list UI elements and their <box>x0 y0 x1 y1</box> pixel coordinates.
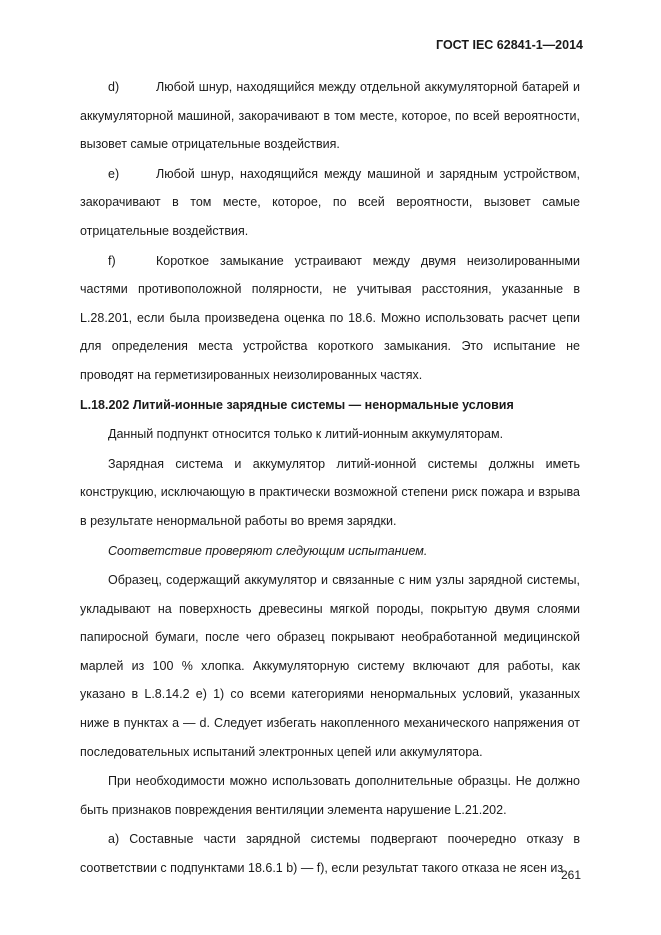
paragraph-requirement: Зарядная система и аккумулятор литий-ионной системы должны иметь конструкцию, исключающую в практически возможной степени риск пожара и взрыва в результате ненормальной работы во время зарядки. <box>80 456 580 528</box>
paragraph-scope: Данный подпункт относится только к литий-ионным аккумуляторам. <box>108 427 504 442</box>
list-item-e <box>80 160 580 246</box>
paragraph-additional-samples: При необходимости можно использовать дополнительные образцы. Не должно быть признаков повреждения вентиляции элемента нарушение L.21.202. <box>80 774 580 817</box>
document-body <box>80 73 580 884</box>
paragraph-item-a: а) Составные части зарядной системы подвергают поочередно отказу в соответствии с подпунктами 18.6.1 b) — f), если результат такого отказа не ясен из <box>80 832 580 876</box>
list-item-text: Любой шнур, находящийся между отдельной аккумуляторной батарей и аккумуляторной машиной, закорачивают в том месте, которое, по всей вероятности, вызовет самые отрицательные воздействия. <box>80 80 580 152</box>
paragraph-compliance: Соответствие проверяют следующим испытанием. <box>108 543 428 558</box>
standard-header: ГОСТ IEC 62841-1—2014 <box>436 38 583 52</box>
list-item-label: f) <box>108 253 116 268</box>
list-item-label: d) <box>108 80 120 94</box>
page-number: 261 <box>560 868 581 882</box>
list-item-text: Любой шнур, находящийся между машиной и зарядным устройством, закорачивают в том месте, которое, по всей вероятности, вызовет самые отрицательные воздействия. <box>80 166 580 238</box>
paragraph-test-procedure: Образец, содержащий аккумулятор и связанные с ним узлы зарядной системы, укладывают на поверхность древесины мягкой породы, покрытую двумя слоями папиросной бумаги, после чего образец покрывают необработанной медицинской марлей из 100 % хлопка. Аккумуляторную систему включают для работы, как указано в L.8.14.2 e) 1) со всеми категориями ненормальных условий, указанных ниже в пунктах а — d. Следует избегать накопленного механического напряжения от последовательных испытаний электронных цепей или аккумулятора. <box>80 573 580 759</box>
list-item-f <box>80 247 580 390</box>
list-item-label: e) <box>108 166 120 181</box>
section-heading: L.18.202 Литий-ионные зарядные системы — ненормальные условия <box>80 397 514 412</box>
list-item-d <box>80 73 580 159</box>
list-item-text: Короткое замыкание устраивают между двумя неизолированными частями противоположной полярности, не учитывая расстояния, указанные в L.28.201, если была произведена оценка по 18.6. Можно использовать расчет цепи для определения места устройства короткого замыкания. Это испытание не проводят на герметизированных неизолированных частях. <box>80 253 580 382</box>
